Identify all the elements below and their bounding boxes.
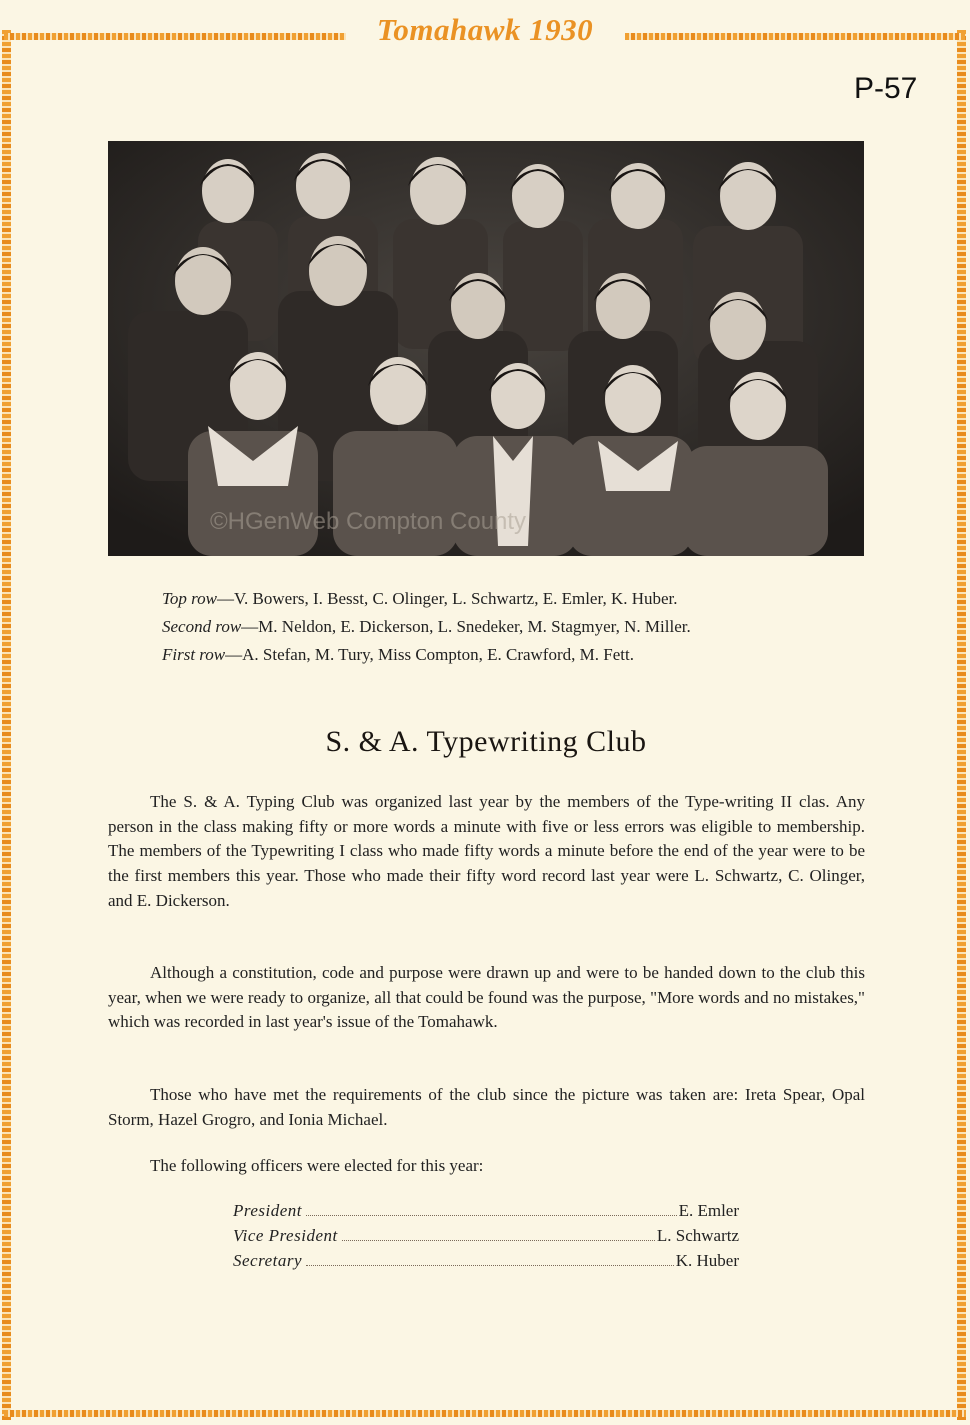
article-paragraph: The following officers were elected for this year: [150,1156,484,1175]
top-rope-border-right [625,33,965,40]
leader-dots [306,1215,677,1216]
yearbook-title: Tomahawk 1930 [376,12,594,47]
officer-role: Vice President [233,1226,338,1245]
caption-row-second [162,613,862,641]
leader-dots [306,1265,674,1266]
photo-caption [162,585,862,669]
caption-row-names: —M. Neldon, E. Dickerson, L. Snedeker, M. Stagmyer, N. Miller. [241,617,691,636]
article-paragraph: The S. & A. Typing Club was organized last year by the members of the Type-writing II clas. Any person in the class making fifty or more words a minute with five or less errors was eligible to membership. The members of the Typewriting I class who made fifty words a minute before the end of the year were to be the first members this year. Those who made their fifty word record last year were L. Schwartz, C. Olinger, and E. Dickerson. [108,792,865,910]
caption-row-label: Second row [162,617,242,636]
article-paragraph: Although a constitution, code and purpose were drawn up and were to be handed down to the club this year, when we were ready to organize, all that could be found was the purpose, "More words and no mistakes," which was recorded in last year's issue of the Tomahawk. [108,963,865,1032]
officer-name: L. Schwartz [656,1226,739,1245]
officer-role: Secretary [233,1251,303,1270]
leader-dots [342,1240,655,1241]
caption-row-names: —V. Bowers, I. Besst, C. Olinger, L. Schwartz, E. Emler, K. Huber. [216,589,678,608]
officer-name: K. Huber [675,1251,739,1270]
officer-row-vice-president [233,1226,739,1251]
photo-watermark: ©HGenWeb Compton County [210,508,527,535]
page-number: P-57 [854,72,918,105]
officer-row-secretary [233,1251,739,1276]
group-photo-illustration [108,141,864,556]
bottom-rope-border [4,1410,966,1417]
officers-list [233,1201,739,1276]
article-paragraph: Those who have met the requirements of the club since the picture was taken are: Ireta Spear, Opal Storm, Hazel Grogro, and Ionia Michael. [108,1085,865,1129]
top-rope-border-left [4,33,346,40]
caption-row-label: First row [162,645,226,664]
group-photo [108,141,864,556]
left-rope-border [2,30,11,1420]
right-rope-border [957,30,966,1420]
caption-row-label: Top row [162,589,217,608]
caption-row-top [162,585,862,613]
caption-row-first [162,641,862,669]
article-title: S. & A. Typewriting Club [325,725,647,758]
officer-name: E. Emler [678,1201,739,1220]
officer-role: President [233,1201,303,1220]
caption-row-names: —A. Stefan, M. Tury, Miss Compton, E. Crawford, M. Fett. [225,645,634,664]
officer-row-president [233,1201,739,1226]
